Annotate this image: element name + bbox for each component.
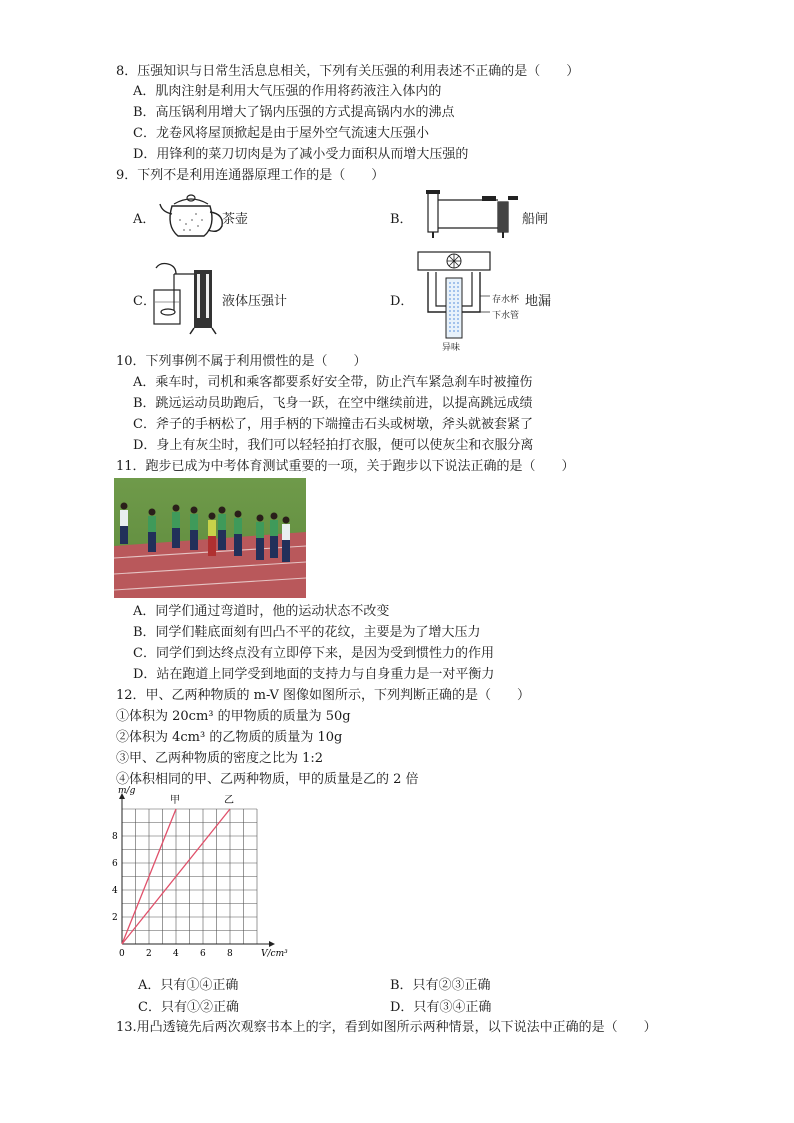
q9-option-b-label: 船闸 <box>522 212 549 227</box>
q11-option-b: B．同学们鞋底面刻有凹凸不平的花纹，主要是为了增大压力 <box>133 625 481 640</box>
q9-option-b-letter: B． <box>390 212 413 227</box>
q12-statement-1: ①体积为 20cm³ 的甲物质的质量为 50g <box>116 709 351 724</box>
q8-option-d: D．用锋利的菜刀切肉是为了减小受力面积从而增大压强的 <box>133 147 469 162</box>
chart-axes <box>119 793 275 947</box>
q11-stem: 11．跑步已成为中考体育测试重要的一项，关于跑步以下说法正确的是（ ） <box>116 459 575 474</box>
q9-option-a-label: 茶壶 <box>222 212 249 227</box>
drain-cup-label: 存水杯 <box>492 295 520 305</box>
q12-statement-2: ②体积为 4cm³ 的乙物质的质量为 10g <box>116 730 343 745</box>
q12-option-d: D．只有③④正确 <box>390 1000 492 1015</box>
q10-option-a: A．乘车时，司机和乘客都要系好安全带，防止汽车紧急刹车时被撞伤 <box>133 375 533 390</box>
x-tick-label: 2 <box>146 949 152 959</box>
q11-option-d: D．站在跑道上同学受到地面的支持力与自身重力是一对平衡力 <box>133 667 495 682</box>
q8-option-a: A．肌肉注射是利用大气压强的作用将药液注入体内的 <box>133 84 442 99</box>
y-tick-label: 6 <box>112 859 118 869</box>
q10-option-c: C．斧子的手柄松了，用手柄的下端撞击石头或树墩，斧头就被套紧了 <box>133 417 533 432</box>
q12-statement-3: ③甲、乙两种物质的密度之比为 1:2 <box>116 751 324 766</box>
q8-option-b: B．高压锅利用增大了锅内压强的方式提高锅内水的沸点 <box>133 105 455 120</box>
q12-option-c: C．只有①②正确 <box>138 1000 239 1015</box>
drain-pipe-label: 下水管 <box>492 311 520 321</box>
q9-option-c-label: 液体压强计 <box>222 294 288 309</box>
x-axis-label: V/cm³ <box>261 949 288 959</box>
q9-stem: 9．下列不是利用连通器原理工作的是（ ） <box>116 168 385 183</box>
y-tick-label: 4 <box>112 886 118 896</box>
q12-option-b: B．只有②③正确 <box>390 978 491 993</box>
y-axis-label: m/g <box>118 786 136 796</box>
running-students-photo <box>114 478 306 598</box>
q9-option-d-label: 地漏 <box>525 294 552 309</box>
x-tick-label: 8 <box>227 949 233 959</box>
chart-grid <box>122 809 257 944</box>
m-v-graph <box>108 786 294 966</box>
q13-stem: 13.用凸透镜先后两次观察书本上的字，看到如图所示两种情景，以下说法中正确的是（ ） <box>116 1020 657 1035</box>
series-label-1: 甲 <box>170 795 180 806</box>
y-tick-label: 8 <box>112 832 118 842</box>
q12-option-a: A．只有①④正确 <box>138 978 239 993</box>
q12-statement-4: ④体积相同的甲、乙两种物质，甲的质量是乙的 2 倍 <box>116 772 419 787</box>
q12-stem: 12．甲、乙两种物质的 m-V 图像如图所示，下列判断正确的是（ ） <box>116 688 530 703</box>
q9-option-c-letter: C． <box>133 294 156 309</box>
x-axis-arrow <box>269 941 275 947</box>
q10-stem: 10．下列事例不属于利用惯性的是（ ） <box>116 354 367 369</box>
q8-option-c: C．龙卷风将屋顶掀起是由于屋外空气流速大压强小 <box>133 126 429 141</box>
q11-option-c: C．同学们到达终点没有立即停下来，是因为受到惯性力的作用 <box>133 646 494 661</box>
teapot-image <box>158 190 228 242</box>
q8-stem: 8．压强知识与日常生活息息相关，下列有关压强的利用表述不正确的是（ ） <box>116 64 580 79</box>
q9-option-a-letter: A． <box>133 212 156 227</box>
drain-odor-label: 异味 <box>442 343 461 353</box>
q10-option-d: D．身上有灰尘时，我们可以轻轻拍打衣服，便可以使灰尘和衣服分离 <box>133 438 534 453</box>
q10-option-b: B．跳远运动员助跑后，飞身一跃，在空中继续前进，以提高跳远成绩 <box>133 396 533 411</box>
series-label-2: 乙 <box>224 795 234 806</box>
y-tick-label: 2 <box>112 913 118 923</box>
x-tick-label: 0 <box>119 949 125 959</box>
x-tick-label: 6 <box>200 949 206 959</box>
ship-lock-image <box>412 188 522 240</box>
q9-option-d-letter: D． <box>390 294 414 309</box>
pressure-gauge-image <box>150 260 222 334</box>
floor-drain-image <box>414 250 494 342</box>
q11-option-a: A．同学们通过弯道时，他的运动状态不改变 <box>133 604 390 619</box>
x-tick-label: 4 <box>173 949 179 959</box>
